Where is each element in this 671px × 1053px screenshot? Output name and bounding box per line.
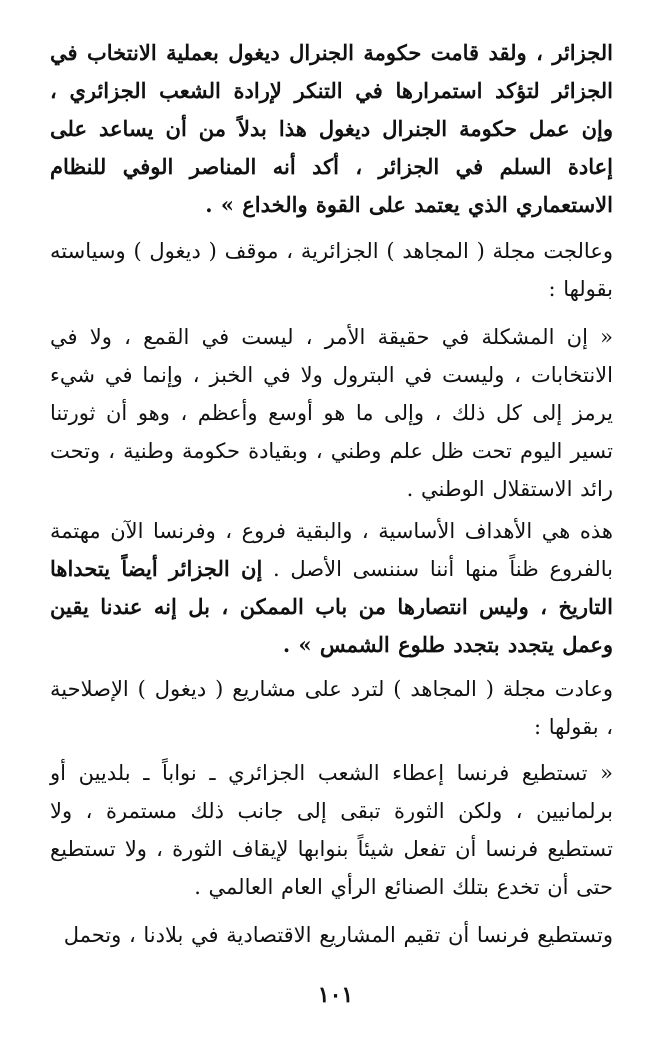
quote-paragraph-2-plain: هذه هي الأهداف الأساسية ، والبقية فروع ، وفرنسا الآن مهتمة بالفروع ظناً منها أننا سننسى الأصل . — [50, 519, 613, 581]
paragraph-7: وتستطيع فرنسا أن تقيم المشاريع الاقتصادية في بلادنا ، وتحمل — [63, 923, 613, 947]
paragraph-1: الجزائر ، ولقد قامت حكومة الجنرال ديغول بعملية الانتخاب في الجزائر لتؤكد استمرارها في التنكر لإرادة الشعب الجزائري ، وإن عمل حكومة الجنرال ديغول هذا بدلاً من أن يساعد على إعادة السلم في الجزائر ، أكد أنه المناصر الوفي للنظام الاستعماري الذي يعتمد على القوة والخداع » . — [50, 40, 613, 217]
paragraph-5: وعادت مجلة ( المجاهد ) لترد على مشاريع ( ديغول ) الإصلاحية ، بقولها : — [50, 677, 613, 739]
paragraph-2: وعالجت مجلة ( المجاهد ) الجزائرية ، موقف ( ديغول ) وسياسته بقولها : — [50, 239, 613, 301]
quote-paragraph-1: « إن المشكلة في حقيقة الأمر ، ليست في القمع ، ولا في الانتخابات ، وليست في البترول ولا في الخبز ، وإنما في شيء يرمز إلى كل ذلك ، وإلى ما هو أوسع وأعظم ، وهو أن ثورتنا تسير اليوم تحت ظل علم وطني ، وبقيادة حكومة وطنية ، وتحت رائد الاستقلال الوطني . — [50, 325, 613, 501]
quote-paragraph-2-bold: إن الجزائر أيضاً يتحداها التاريخ ، وليس انتصارها من باب الممكن ، بل إنه عندنا يقين وعمل يتجدد بتجدد طلوع الشمس » . — [50, 556, 613, 657]
page-number: ١٠١ — [317, 982, 354, 1008]
quote-paragraph-3: « تستطيع فرنسا إعطاء الشعب الجزائري ـ نواباً ـ بلديين أو برلمانيين ، ولكن الثورة تبقى إلى جانب ذلك مستمرة ، ولا تستطيع فرنسا أن تفعل شيئاً بنوابها لإيقاف الثورة ، ولا تستطيع حتى أن تخدع بتلك الصنائع الرأي العام العالمي . — [50, 761, 613, 899]
quote-paragraph-2 — [50, 512, 613, 664]
